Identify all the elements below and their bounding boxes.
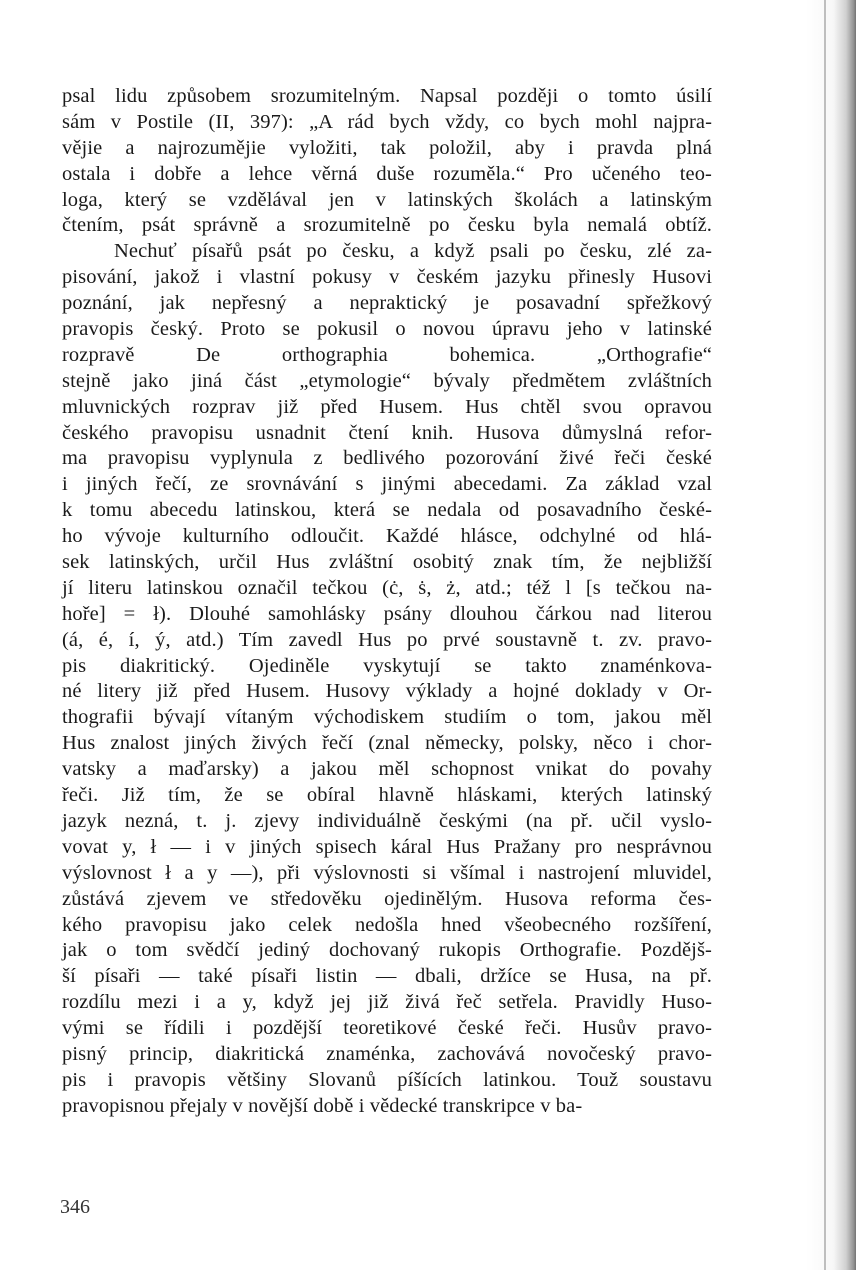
text-line: psal lidu způsobem srozumitelným. Napsal později o tomto úsilí: [62, 85, 712, 107]
binding-edge-shadow: [806, 0, 856, 1270]
text-line: pis i pravopis většiny Slovanů píšících latinkou. Touž soustavu: [62, 1068, 712, 1091]
text-line: né litery již před Husem. Husovy výklady a hojné doklady v Or-: [62, 680, 712, 703]
text-line: vovat y, ł — i v jiných spisech káral Hus Pražany pro nesprávnou: [62, 835, 712, 858]
text-line: thografii bývají vítaným východiskem studiím o tom, jakou měl: [62, 706, 712, 729]
text-line: Hus znalost jiných živých řečí (znal německy, polsky, něco i chor-: [62, 732, 712, 755]
text-line: loga, který se vzdělával jen v latinských školách a latinským: [62, 188, 712, 211]
text-line: jazyk nezná, t. j. zjevy individuálně českými (na př. učil vyslo-: [62, 809, 712, 832]
text-line: jí literu latinskou označil tečkou (ċ, ṡ, ż, atd.; též l [s tečkou na-: [62, 576, 712, 599]
text-line: mluvnických rozprav již před Husem. Hus chtěl svou opravou: [62, 395, 712, 418]
text-line: kého pravopisu jako celek nedošla hned všeobecného rozšíření,: [62, 913, 712, 936]
text-line: pisný princip, diakritická znaménka, zachovává novočeský pravo-: [62, 1042, 712, 1065]
text-line: pravopisnou přejaly v novější době i vědecké transkripce v ba-: [62, 1094, 583, 1117]
text-line: českého pravopisu usnadnit čtení knih. Husova důmyslná refor-: [62, 421, 712, 444]
text-line: jak o tom svědčí jediný dochovaný rukopis Orthografie. Pozdějš-: [62, 939, 712, 962]
text-line: stejně jako jiná část „etymologie“ bývaly předmětem zvláštních: [62, 369, 712, 392]
text-line: ho vývoje kulturního odloučit. Každé hlásce, odchylné od hlá-: [62, 525, 712, 548]
text-line: Nechuť písařů psát po česku, a když psali po česku, zlé za-: [114, 240, 712, 263]
text-line: vatsky a maďarsky) a jakou měl schopnost vnikat do povahy: [62, 758, 712, 781]
text-line: ší písaři — také písaři listin — dbali, držíce se Husa, na př.: [62, 965, 712, 988]
text-line: vějie a najrozumějie vyložiti, tak položil, aby i pravda plná: [62, 136, 712, 159]
text-line: vými se řídili i pozdější teoretikové české řeči. Husův pravo-: [62, 1017, 712, 1040]
text-line: poznání, jak nepřesný a nepraktický je posavadní spřežkový: [62, 292, 712, 315]
text-line: k tomu abecedu latinskou, která se nedala od posavadního české-: [62, 499, 712, 522]
text-line: rozpravě De orthographia bohemica. „Orthografie“: [62, 343, 712, 366]
text-line: pisování, jakož i vlastní pokusy v českém jazyku přinesly Husovi: [62, 266, 712, 289]
page-number: 346: [60, 1196, 90, 1218]
text-line: řeči. Již tím, že se obíral hlavně hláskami, kterých latinský: [62, 784, 712, 807]
binding-edge-line: [824, 0, 826, 1270]
text-line: ostala i dobře a lehce věrná duše rozuměla.“ Pro učeného teo-: [62, 162, 712, 185]
text-line: sek latinských, určil Hus zvláštní osobitý znak tím, že nejbližší: [62, 551, 712, 574]
body-text: [62, 84, 712, 1120]
text-line: (á, é, í, ý, atd.) Tím zavedl Hus po prvé soustavně t. zv. pravo-: [62, 628, 712, 651]
text-line: čtením, psát správně a srozumitelně po česku byla nemalá obtíž.: [62, 214, 712, 237]
text-line: rozdílu mezi i a y, když jej již živá řeč setřela. Pravidly Huso-: [62, 991, 712, 1014]
text-line: pravopis český. Proto se pokusil o novou úpravu jeho v latinské: [62, 318, 712, 341]
text-line: pis diakritický. Ojediněle vyskytují se takto znaménkova-: [62, 654, 712, 677]
text-line: výslovnost ł a y —), při výslovnosti si všímal i nastrojení mluvidel,: [62, 861, 712, 884]
text-line: zůstává zjevem ve středověku ojedinělým. Husova reforma čes-: [62, 887, 712, 910]
text-line: ma pravopisu vyplynula z bedlivého pozorování živé řeči české: [62, 447, 712, 470]
text-line: i jiných řečí, ze srovnávání s jinými abecedami. Za základ vzal: [62, 473, 712, 496]
text-line: hoře] = ł). Dlouhé samohlásky psány dlouhou čárkou nad literou: [62, 602, 712, 625]
text-line: sám v Postile (II, 397): „A rád bych vždy, co bych mohl najpra-: [62, 110, 712, 133]
